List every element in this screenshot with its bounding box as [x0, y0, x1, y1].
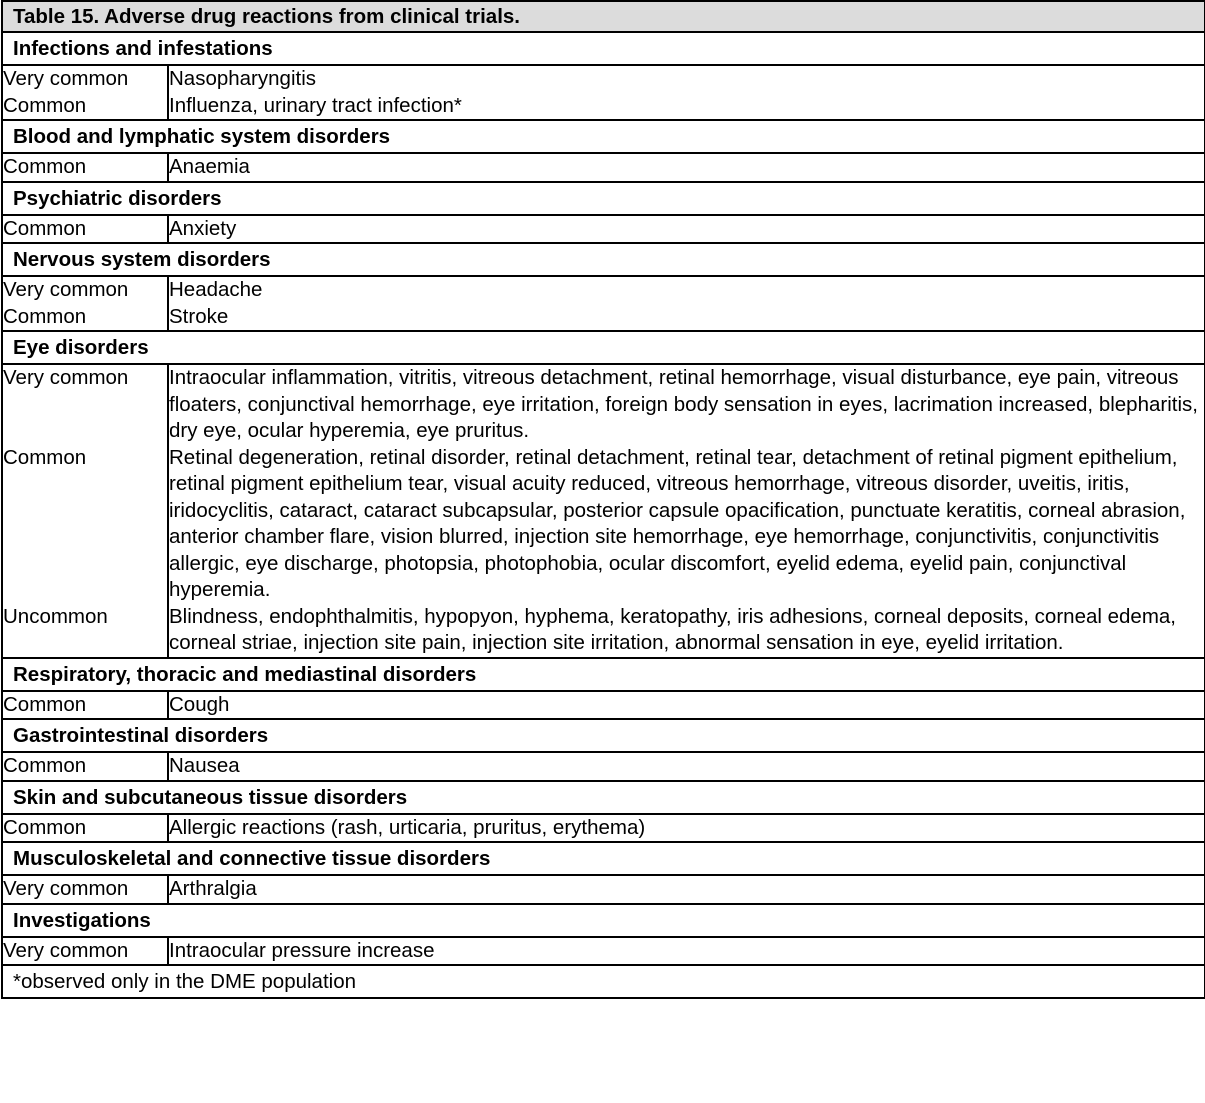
footnote: *observed only in the DME population — [2, 965, 1205, 998]
table-row — [2, 752, 1205, 781]
table-row — [2, 153, 1205, 182]
frequency-cell: Common — [2, 153, 168, 182]
section-header-row — [2, 32, 1205, 65]
table-row — [2, 937, 1205, 966]
table-row — [2, 276, 1205, 304]
reactions-cell: Nasopharyngitis — [168, 65, 1205, 93]
frequency-cell: Uncommon — [2, 604, 168, 658]
table-row — [2, 215, 1205, 244]
table-row — [2, 691, 1205, 720]
section-name: Eye disorders — [2, 331, 1205, 364]
table-row — [2, 364, 1205, 445]
reactions-cell: Headache — [168, 276, 1205, 304]
section-header-row — [2, 331, 1205, 364]
frequency-cell: Very common — [2, 875, 168, 904]
section-header-row — [2, 719, 1205, 752]
table-row — [2, 65, 1205, 93]
table-row — [2, 814, 1205, 843]
table-row — [2, 604, 1205, 658]
frequency-cell: Common — [2, 691, 168, 720]
table-row — [2, 93, 1205, 121]
frequency-cell: Very common — [2, 364, 168, 445]
frequency-cell: Very common — [2, 276, 168, 304]
reactions-cell: Anxiety — [168, 215, 1205, 244]
section-header-row — [2, 781, 1205, 814]
section-header-row — [2, 658, 1205, 691]
section-name: Infections and infestations — [2, 32, 1205, 65]
section-name: Nervous system disorders — [2, 243, 1205, 276]
table-row — [2, 875, 1205, 904]
section-name: Psychiatric disorders — [2, 182, 1205, 215]
frequency-cell: Common — [2, 93, 168, 121]
adverse-reactions-table — [1, 0, 1205, 999]
frequency-cell: Common — [2, 814, 168, 843]
section-header-row — [2, 904, 1205, 937]
footnote-row — [2, 965, 1205, 998]
reactions-cell: Blindness, endophthalmitis, hypopyon, hyphema, keratopathy, iris adhesions, corneal deposits, corneal edema, corneal striae, injection site pain, injection site irritation, abnormal sensation in eye, eyelid irritation. — [168, 604, 1205, 658]
reactions-cell: Cough — [168, 691, 1205, 720]
reactions-cell: Arthralgia — [168, 875, 1205, 904]
reactions-cell: Intraocular pressure increase — [168, 937, 1205, 966]
frequency-cell: Common — [2, 752, 168, 781]
table-row — [2, 445, 1205, 604]
section-header-row — [2, 182, 1205, 215]
frequency-cell: Very common — [2, 65, 168, 93]
frequency-cell: Common — [2, 445, 168, 604]
reactions-cell: Anaemia — [168, 153, 1205, 182]
section-header-row — [2, 842, 1205, 875]
frequency-cell: Very common — [2, 937, 168, 966]
reactions-cell: Allergic reactions (rash, urticaria, pruritus, erythema) — [168, 814, 1205, 843]
reactions-cell: Influenza, urinary tract infection* — [168, 93, 1205, 121]
section-name: Blood and lymphatic system disorders — [2, 120, 1205, 153]
section-name: Musculoskeletal and connective tissue disorders — [2, 842, 1205, 875]
table-row — [2, 304, 1205, 332]
reactions-cell: Stroke — [168, 304, 1205, 332]
reactions-cell: Nausea — [168, 752, 1205, 781]
section-name: Investigations — [2, 904, 1205, 937]
section-header-row — [2, 243, 1205, 276]
reactions-cell: Retinal degeneration, retinal disorder, retinal detachment, retinal tear, detachment of retinal pigment epithelium, retinal pigment epithelium tear, visual acuity reduced, vitreous hemorrhage, vitreous disorder, uveitis, iritis, iridocyclitis, cataract, cataract subcapsular, posterior capsule opacification, punctuate keratitis, corneal abrasion, anterior chamber flare, vision blurred, injection site hemorrhage, eye hemorrhage, conjunctivitis, conjunctivitis allergic, eye discharge, photopsia, photophobia, ocular discomfort, eyelid edema, eyelid pain, conjunctival hyperemia. — [168, 445, 1205, 604]
frequency-cell: Common — [2, 215, 168, 244]
frequency-cell: Common — [2, 304, 168, 332]
reactions-cell: Intraocular inflammation, vitritis, vitreous detachment, retinal hemorrhage, visual disturbance, eye pain, vitreous floaters, conjunctival hemorrhage, eye irritation, foreign body sensation in eyes, lacrimation increased, blepharitis, dry eye, ocular hyperemia, eye pruritus. — [168, 364, 1205, 445]
section-name: Gastrointestinal disorders — [2, 719, 1205, 752]
section-header-row — [2, 120, 1205, 153]
table-title-row — [2, 1, 1205, 32]
section-name: Respiratory, thoracic and mediastinal disorders — [2, 658, 1205, 691]
section-name: Skin and subcutaneous tissue disorders — [2, 781, 1205, 814]
table-title: Table 15. Adverse drug reactions from clinical trials. — [2, 1, 1205, 32]
